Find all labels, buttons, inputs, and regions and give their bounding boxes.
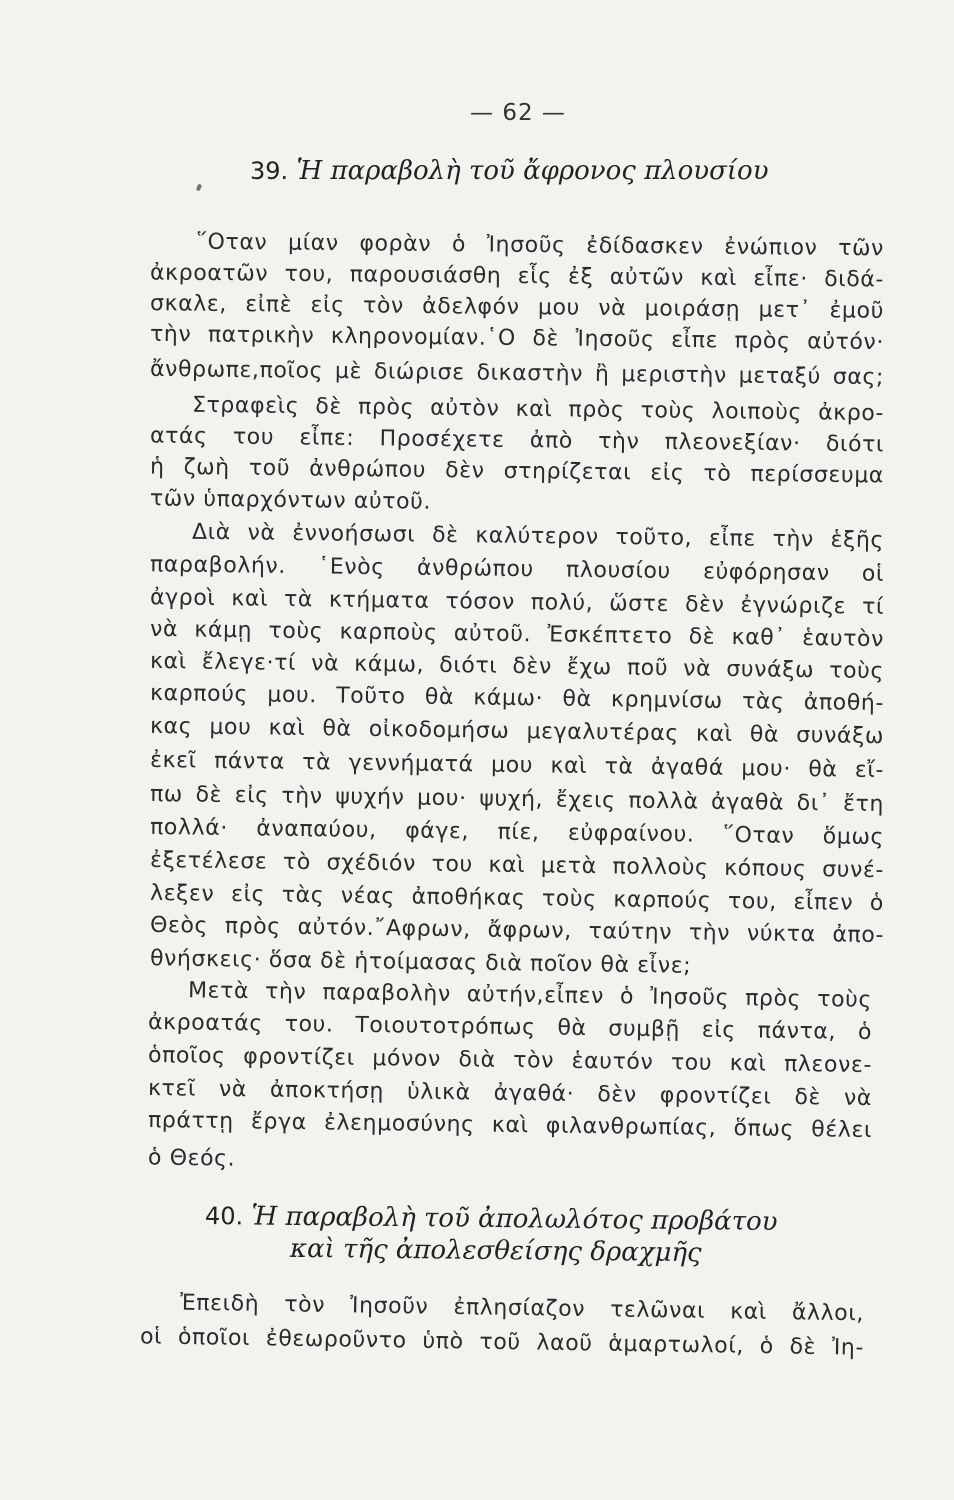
paragraph-line: ἀκροατάς του. Τοιουτοτρόπως θὰ συμβῇ εἰς πάντα, ὁ — [147, 1009, 873, 1046]
paragraph-line: πολλά· ἀναπαύου, φάγε, πίε, εὐφραίνου. ῞Οταν ὅμως — [149, 814, 885, 851]
paragraph-line: ὁ Θεός. — [147, 1145, 236, 1172]
section-40-heading-line-2 — [290, 1234, 702, 1268]
paragraph-line: ῞Οταν μίαν φορὰν ὁ Ἰησοῦς ἐδίδασκεν ἐνώπιον τῶν — [195, 229, 885, 262]
paragraph-line: ἄνθρωπε,ποῖος μὲ διώρισε δικαστὴν ἢ μεριστὴν μεταξύ σας; — [149, 356, 885, 391]
ink-speck — [196, 183, 203, 191]
paragraph-line: Διὰ νὰ ἐννοήσωσι δὲ καλύτερον τοῦτο, εἶπε τὴν ἑξῆς — [191, 519, 885, 554]
paragraph-line: Στραφεὶς δὲ πρὸς αὐτὸν καὶ πρὸς τοὺς λοιποὺς ἀκρο- — [191, 392, 885, 427]
paragraph-line: ἐξετέλεσε τὸ σχέδιόν του καὶ μετὰ πολλοὺς κόπους συνέ- — [149, 847, 885, 884]
paragraph-line: καὶ ἔλεγε·τί νὰ κάμω, διότι δὲν ἔχω ποῦ νὰ συνάξω τοὺς — [149, 648, 885, 685]
paragraph-line: θνήσκεις· ὅσα δὲ ἡτοίμασας διὰ ποῖον θὰ εἶνε; — [149, 946, 692, 979]
paragraph-line: λεξεν εἰς τὰς νέας ἀποθήκας τοὺς καρπούς του, εἶπεν ὁ — [149, 880, 885, 917]
paragraph-line: ατάς του εἶπε: Προσέχετε ἀπὸ τὴν πλεονεξίαν· διότι — [149, 423, 885, 458]
paragraph-line: ἀκροατῶν του, παρουσιάσθη εἷς ἐξ αὐτῶν καὶ εἶπε· διδά- — [149, 260, 885, 293]
paragraph-line: τὴν πατρικὴν κληρονομίαν.῾Ο δὲ Ἰησοῦς εἶπε πρὸς αὐτόν· — [149, 321, 885, 356]
section-39-number: 39. — [250, 157, 289, 185]
paragraph-line: πράττῃ ἔργα ἐλεημοσύνης καὶ φιλανθρωπίας, ὅπως θέλει — [147, 1107, 873, 1144]
paragraph-line: τῶν ὑπαρχόντων αὐτοῦ. — [149, 486, 432, 515]
paragraph-line: κας μου καὶ θὰ οἰκοδομήσω μεγαλυτέρας καὶ θὰ συνάξω — [149, 713, 885, 750]
paragraph-line: οἱ ὁποῖοι ἐθεωροῦντο ὑπὸ τοῦ λαοῦ ἁμαρτωλοί, ὁ δὲ Ἰη- — [139, 1324, 865, 1361]
page-number: — 62 — — [470, 100, 566, 126]
paragraph-line: σκαλε, εἰπὲ εἰς τὸν ἀδελφόν μου νὰ μοιράσῃ μετ᾿ ἐμοῦ — [149, 291, 885, 324]
paragraph-line: καρπούς μου. Τοῦτο θὰ κάμω· θὰ κρημνίσω τὰς ἀποθή- — [149, 680, 885, 717]
section-40-title-line-1: Ἡ παραβολὴ τοῦ ἀπολωλότος προβάτου — [251, 1201, 778, 1237]
paragraph-line: ἡ ζωὴ τοῦ ἀνθρώπου δὲν στηρίζεται εἰς τὸ περίσσευμα — [149, 454, 885, 489]
paragraph-line: ἀγροὶ καὶ τὰ κτήματα τόσον πολύ, ὥστε δὲν ἐγνώριζε τί — [149, 585, 885, 620]
paragraph-line: κτεῖ νὰ ἀποκτήσῃ ὑλικὰ ἀγαθά· δὲν φροντίζει δὲ νὰ — [147, 1075, 873, 1112]
paragraph-line: ὁποῖος φροντίζει μόνον διὰ τὸν ἑαυτόν του καὶ πλεονε- — [147, 1042, 873, 1079]
paragraph-line: Μετὰ τὴν παραβολὴν αὐτήν,εἶπεν ὁ Ἰησοῦς πρὸς τοὺς — [187, 978, 873, 1013]
paragraph-line: νὰ κάμῃ τοὺς καρποὺς αὐτοῦ. Ἐσκέπτετο δὲ καθ᾿ ἑαυτὸν — [149, 616, 885, 653]
section-39-heading — [250, 156, 769, 186]
section-40-title-line-2: καὶ τῆς ἀπολεσθείσης δραχμῆς — [289, 1233, 702, 1269]
section-40-heading — [205, 1201, 778, 1237]
paragraph-line: πω δὲ εἰς τὴν ψυχήν μου· ψυχή, ἔχεις πολλὰ ἀγαθὰ δι᾿ ἔτη — [149, 781, 885, 818]
paragraph-line: ἐκεῖ πάντα τὰ γεννήματά μου καὶ τὰ ἀγαθά μου· θὰ εἴ- — [149, 747, 885, 784]
section-40-number: 40. — [204, 1202, 244, 1231]
paragraph-line: Ἐπειδὴ τὸν Ἰησοῦν ἐπλησίαζον τελῶναι καὶ ἄλλοι, — [179, 1290, 865, 1327]
section-39-title: Ἡ παραβολὴ τοῦ ἄφρονος πλουσίου — [296, 156, 769, 186]
paragraph-line: Θεὸς πρὸς αὐτόν.῎Αφρων, ἄφρων, ταύτην τὴν νύκτα ἀπο- — [149, 912, 885, 949]
paragraph-line: παραβολήν. ῾Ενὸς ἀνθρώπου πλουσίου εὐφόρησαν οἱ — [149, 552, 885, 587]
